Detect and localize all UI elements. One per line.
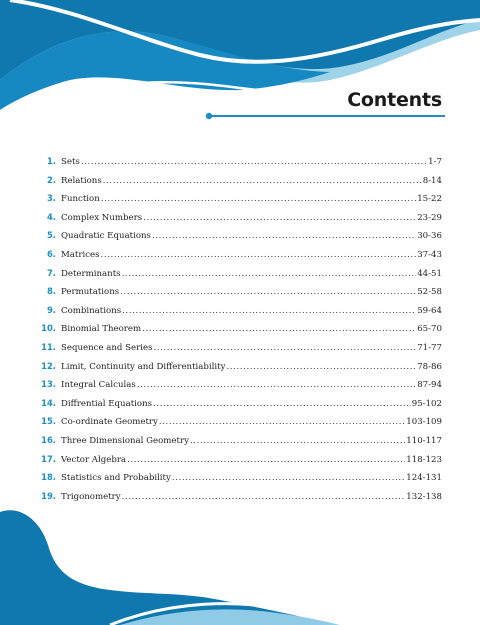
toc-entry[interactable] bbox=[36, 361, 442, 380]
toc-dot-leader bbox=[152, 231, 416, 241]
toc-dot-leader bbox=[122, 269, 417, 279]
toc-dot-leader bbox=[122, 306, 416, 316]
toc-entry[interactable] bbox=[36, 156, 442, 175]
toc-entry-title: Complex Numbers bbox=[61, 212, 143, 223]
toc-entry-title: Determinants bbox=[61, 268, 121, 279]
toc-entry-number: 9. bbox=[46, 304, 56, 315]
toc-entry-title: Integral Calculas bbox=[61, 380, 136, 391]
toc-entry[interactable] bbox=[36, 491, 442, 510]
toc-entry-pages: 110-117 bbox=[406, 435, 442, 446]
toc-entry-pages: 30-36 bbox=[417, 231, 442, 242]
toc-entry[interactable] bbox=[36, 398, 442, 417]
toc-entry-number: 12. bbox=[41, 360, 56, 371]
title-underline bbox=[205, 111, 445, 121]
toc-entry-title: Vector Algebra bbox=[61, 454, 127, 465]
toc-entry[interactable] bbox=[36, 454, 442, 473]
toc-entry-number: 10. bbox=[41, 323, 56, 334]
toc-entry-title: Diffrential Equations bbox=[61, 398, 153, 409]
toc-dot-leader bbox=[101, 250, 417, 260]
toc-entry-title: Trigonometry bbox=[61, 491, 121, 502]
toc-entry-number: 11. bbox=[41, 341, 56, 352]
toc-entry-number: 19. bbox=[41, 490, 56, 501]
table-of-contents bbox=[36, 156, 442, 509]
toc-dot-leader bbox=[153, 343, 416, 353]
toc-dot-leader bbox=[137, 380, 416, 390]
bottom-wave-light bbox=[120, 609, 340, 625]
toc-entry-number: 1. bbox=[46, 156, 56, 166]
toc-entry[interactable] bbox=[36, 435, 442, 454]
toc-entry-number: 3. bbox=[46, 193, 56, 204]
toc-entry-pages: 15-22 bbox=[417, 194, 442, 205]
toc-entry-pages: 95-102 bbox=[411, 398, 442, 409]
toc-entry[interactable] bbox=[36, 249, 442, 268]
toc-entry-number: 16. bbox=[41, 434, 56, 445]
toc-entry-title: Matrices bbox=[61, 249, 100, 260]
toc-dot-leader bbox=[101, 194, 416, 204]
toc-dot-leader bbox=[81, 157, 427, 167]
toc-dot-leader bbox=[122, 492, 406, 502]
toc-entry-title: Statistics and Probability bbox=[61, 473, 171, 484]
toc-entry-pages: 23-29 bbox=[417, 212, 442, 223]
toc-entry-number: 7. bbox=[46, 267, 56, 278]
toc-entry-title: Limit, Continuity and Differentiability bbox=[61, 361, 226, 372]
toc-entry[interactable] bbox=[36, 230, 442, 249]
toc-dot-leader bbox=[159, 417, 405, 427]
toc-entry-pages: 87-94 bbox=[417, 380, 442, 391]
toc-dot-leader bbox=[103, 176, 422, 186]
toc-entry-pages: 103-109 bbox=[406, 417, 442, 428]
toc-entry[interactable] bbox=[36, 416, 442, 435]
toc-entry-title: Sets bbox=[61, 157, 80, 167]
toc-entry-pages: 65-70 bbox=[417, 324, 442, 335]
toc-entry-pages: 124-131 bbox=[406, 473, 442, 484]
toc-entry-number: 6. bbox=[46, 248, 56, 259]
toc-entry-pages: 59-64 bbox=[417, 305, 442, 316]
toc-entry[interactable] bbox=[36, 305, 442, 324]
toc-entry-number: 17. bbox=[41, 453, 56, 464]
toc-entry-title: Co-ordinate Geometry bbox=[61, 417, 158, 428]
toc-entry-number: 13. bbox=[41, 379, 56, 390]
toc-entry-pages: 37-43 bbox=[417, 249, 442, 260]
toc-entry-title: Combinations bbox=[61, 305, 122, 316]
toc-entry[interactable] bbox=[36, 342, 442, 361]
toc-entry-title: Three Dimensional Geometry bbox=[61, 435, 189, 446]
toc-entry[interactable] bbox=[36, 379, 442, 398]
bottom-wave-white-curve bbox=[110, 604, 345, 625]
toc-entry-number: 5. bbox=[46, 230, 56, 241]
toc-entry[interactable] bbox=[36, 175, 442, 194]
toc-entry-title: Relations bbox=[61, 175, 102, 186]
toc-entry-pages: 1-7 bbox=[428, 157, 442, 167]
toc-dot-leader bbox=[120, 287, 416, 297]
toc-entry-title: Sequence and Series bbox=[61, 342, 153, 353]
toc-entry-number: 2. bbox=[46, 174, 56, 185]
toc-entry-number: 4. bbox=[46, 211, 56, 222]
toc-entry-pages: 132-138 bbox=[406, 491, 442, 502]
bottom-wave-dark bbox=[0, 510, 330, 625]
toc-dot-leader bbox=[226, 362, 416, 372]
page-title: Contents bbox=[347, 89, 442, 111]
toc-entry-title: Function bbox=[61, 194, 100, 205]
toc-dot-leader bbox=[143, 213, 416, 223]
toc-entry-pages: 8-14 bbox=[422, 175, 442, 186]
toc-entry-pages: 118-123 bbox=[406, 454, 442, 465]
toc-entry[interactable] bbox=[36, 268, 442, 287]
toc-dot-leader bbox=[190, 436, 405, 446]
toc-entry[interactable] bbox=[36, 193, 442, 212]
toc-dot-leader bbox=[153, 399, 411, 409]
toc-entry-number: 8. bbox=[46, 286, 56, 297]
toc-entry-number: 18. bbox=[41, 472, 56, 483]
toc-entry-title: Quadratic Equations bbox=[61, 231, 151, 242]
toc-entry-pages: 71-77 bbox=[417, 342, 442, 353]
toc-entry[interactable] bbox=[36, 472, 442, 491]
toc-entry-number: 15. bbox=[41, 416, 56, 427]
toc-entry[interactable] bbox=[36, 323, 442, 342]
toc-entry-title: Permutations bbox=[61, 287, 120, 298]
toc-dot-leader bbox=[127, 455, 405, 465]
toc-entry-pages: 52-58 bbox=[417, 287, 442, 298]
toc-entry-number: 14. bbox=[41, 397, 56, 408]
toc-entry-pages: 78-86 bbox=[417, 361, 442, 372]
toc-entry[interactable] bbox=[36, 212, 442, 231]
toc-dot-leader bbox=[172, 473, 405, 483]
toc-entry-title: Binomial Theorem bbox=[61, 324, 142, 335]
toc-dot-leader bbox=[142, 324, 416, 334]
toc-entry-pages: 44-51 bbox=[417, 268, 442, 279]
toc-entry[interactable] bbox=[36, 286, 442, 305]
